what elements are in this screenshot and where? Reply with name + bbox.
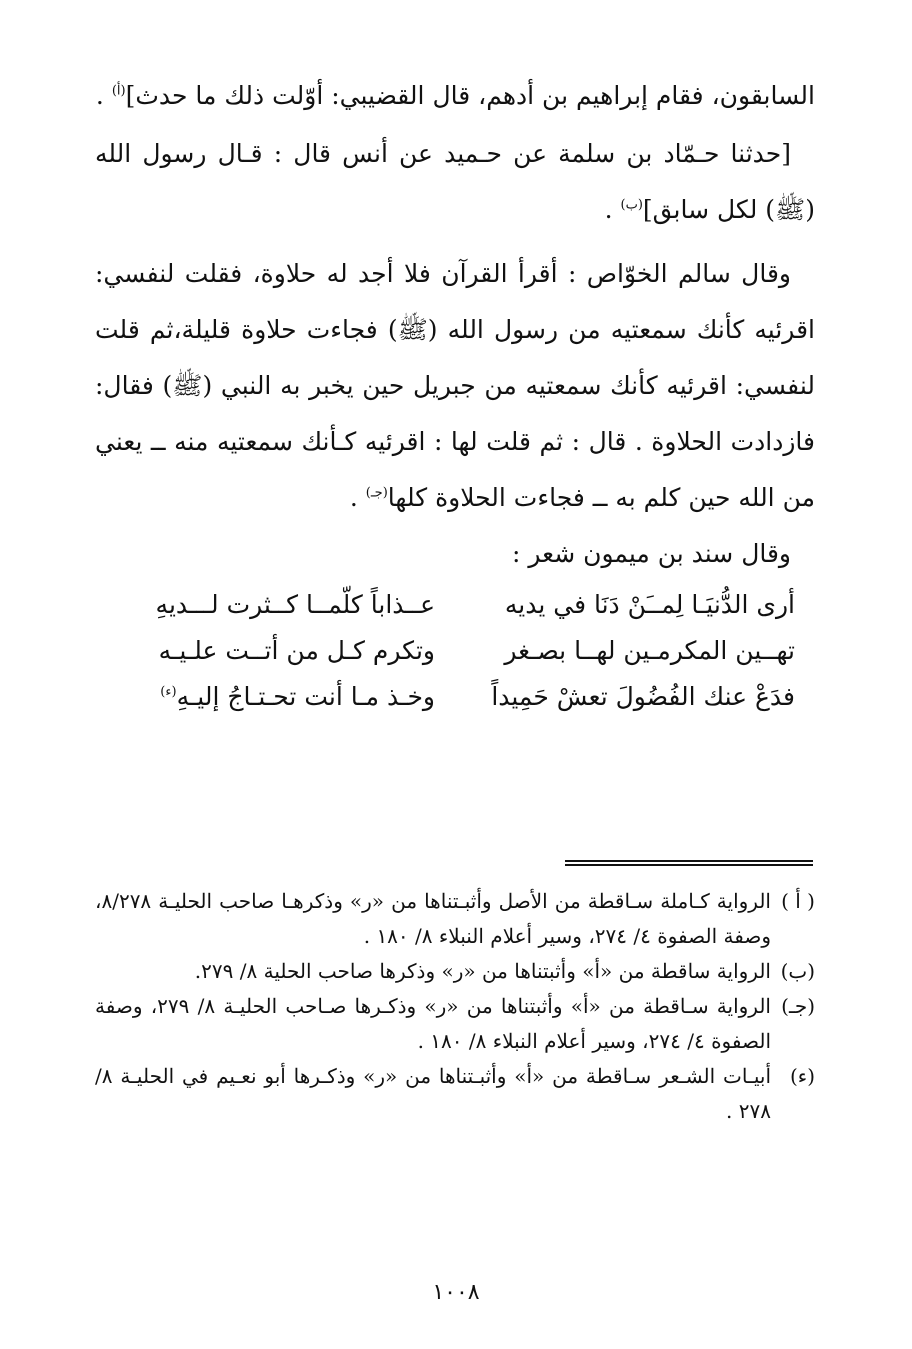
footnote-j (95, 989, 815, 1059)
verse-3-second-text: وخـذ مـا أنت تحـتـاجُ إليـهِ (176, 682, 435, 711)
footnote-ref-b: (ب) (620, 197, 643, 213)
paragraph-3-text: وقال سالم الخوّاص : أقرأ القرآن فلا أجد له حلاوة، فقلت لنفسي: اقرئيه كأنك سمعتيه من رسول الله (ﷺ) فجاءت حلاوة قليلة،ثم قلت لنفسي: اقرئيه كأنك سمعتيه من جبريل حين يخبر به النبي (ﷺ) فقال: فازدادت الحلاوة . قال : ثم قلت لها : اقرئيه كـأنك سمعتيه منه ــ يعني من الله حين كلم به ــ فجاءت الحلاوة كلها (95, 259, 815, 512)
paragraph-1-tail: . (95, 81, 112, 110)
verse-1-first-hemistich: أرى الدُّنيَـا لِمــَنْ دَنَا في يديه (504, 590, 795, 619)
footnotes (95, 884, 815, 1129)
footnote-a (95, 884, 815, 954)
footnote-a-text: الرواية كـاملة سـاقطة من الأصل وأثبـتناها من «ر» وذكرهـا صاحب الحليـة ٨/٢٧٨، وصفة الصفوة ٤/ ٢٧٤، وسير أعلام النبلاء ٨/ ١٨٠ . (95, 889, 771, 948)
footnote-hamza-text: أبيـات الشـعر سـاقطة من «أ» وأثبـتناها من «ر» وذكـرها أبو نعـيم في الحليـة ٨/ ٢٧٨ . (95, 1064, 771, 1123)
footnote-ref-j: (جـ) (365, 485, 388, 501)
footnote-ref-a: (أ) (111, 83, 126, 99)
paragraph-1-text: السابقون، فقام إبراهيم بن أدهم، قال القضيبي: أوّلت ذلك ما حدث] (125, 81, 815, 110)
footnote-b-marker: (ب) (780, 959, 815, 983)
verse-2-first-hemistich: تهــين المكرمـين لهــا بصـغر (504, 636, 795, 665)
poem-verse-1 (95, 582, 795, 628)
footnote-hamza-marker: (ء) (789, 1064, 815, 1088)
paragraph-2 (95, 126, 815, 238)
paragraph-1 (95, 68, 815, 124)
verse-3-first-hemistich: فدَعْ عنك الفُضُولَ تعشْ حَمِيداً (491, 682, 795, 711)
footnote-j-text: الرواية سـاقطة من «أ» وأثبتناها من «ر» وذكـرها صـاحب الحليـة ٨/ ٢٧٩، وصفة الصفوة ٤/ ٢٧٤، وسير أعلام النبلاء ٨/ ١٨٠ . (95, 994, 771, 1053)
verse-2-second-hemistich: وتكرم كـل من أتــت علـيـه (158, 636, 435, 665)
page-number: ١٠٠٨ (432, 1280, 480, 1305)
paragraph-2-tail: . (604, 195, 621, 224)
paragraph-4-text: وقال سند بن ميمون شعر : (511, 539, 791, 568)
poem-verse-3 (95, 674, 795, 720)
paragraph-4 (95, 526, 815, 582)
footnote-divider (565, 860, 813, 866)
poem-verse-2 (95, 628, 795, 674)
footnote-ref-hamza: (ء) (160, 684, 177, 700)
footnote-j-marker: (جـ) (781, 994, 815, 1018)
verse-1-second-hemistich: عــذاباً كلّمــا كــثرت لـــديهِ (155, 590, 435, 619)
footnote-hamza (95, 1059, 815, 1129)
footnote-a-marker: ( أ ) (781, 889, 815, 913)
main-text (95, 68, 815, 582)
footnote-b (95, 954, 815, 989)
verse-3-second-hemistich (105, 674, 435, 720)
poem (95, 582, 795, 720)
paragraph-3 (95, 246, 815, 526)
paragraph-3-tail: . (349, 483, 366, 512)
paragraph-2-text: [حدثنا حـمّاد بن سلمة عن حـميد عن أنس قال : قـال رسول الله (ﷺ) لكل سابق] (95, 139, 815, 224)
footnote-b-text: الرواية ساقطة من «أ» وأثبتناها من «ر» وذكرها صاحب الحلية ٨/ ٢٧٩. (194, 959, 771, 983)
